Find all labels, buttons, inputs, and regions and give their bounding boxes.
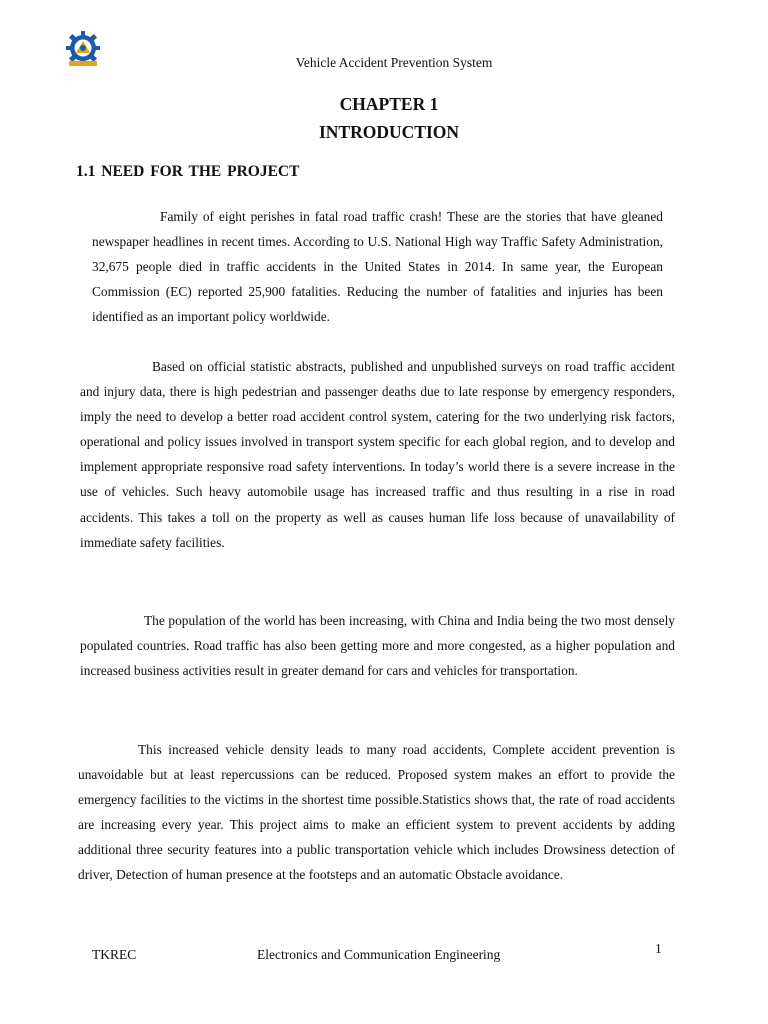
footer-department: Electronics and Communication Engineering — [257, 947, 501, 962]
chapter-title: INTRODUCTION — [318, 122, 460, 142]
chapter-number: CHAPTER 1 — [339, 94, 439, 114]
paragraph-4: This increased vehicle density leads to many road accidents, Complete accident prevention is unavoidable but at least repercussions can be reduced. Proposed system makes an effort to provide the emergency facilities to the victims in the shortest time possible.Statistics shows that, the rate of road accidents are increasing every year. This project aims to make an efficient system to prevent accidents by adding additional three security features into a public transportation vehicle which includes Drowsiness detection of driver, Detection of human presence at the footsteps and an automatic Obstacle avoidance. — [78, 742, 675, 883]
paragraph-3: The population of the world has been increasing, with China and India being the two most densely populated countries. Road traffic has also been getting more and more congested, as a higher population and increased business activities result in greater demand for cars and vehicles for transportation. — [80, 613, 675, 679]
paragraph-1: Family of eight perishes in fatal road traffic crash! These are the stories that have gleaned newspaper headlines in recent times. According to U.S. National High way Traffic Safety Administration, 32,675 people died in traffic accidents in the United States in 2014. In same year, the European Commission (EC) reported 25,900 fatalities. Reducing the number of fatalities and injuries has been identified as an important policy worldwide. — [92, 209, 663, 325]
running-header-title: Vehicle Accident Prevention System — [295, 55, 493, 70]
paragraph-2: Based on official statistic abstracts, published and unpublished surveys on road traffic accident and injury data, there is high pedestrian and passenger deaths due to late response by emergency responders, imply the need to develop a better road accident control system, catering for the two underlying risk factors, operational and policy issues involved in transport system specific for each global region, and to develop and implement appropriate responsive road safety interventions. In today’s world there is a severe increase in the use of vehicles. Such heavy automobile usage has increased traffic and thus resulting in a rise in road accidents. This takes a toll on the property as well as causes human life loss because of unavailability of immediate safety facilities. — [80, 359, 675, 550]
section-heading: 1.1 NEED FOR THE PROJECT — [76, 163, 300, 180]
page-number: 1 — [655, 941, 662, 956]
footer-institution: TKREC — [92, 947, 137, 962]
